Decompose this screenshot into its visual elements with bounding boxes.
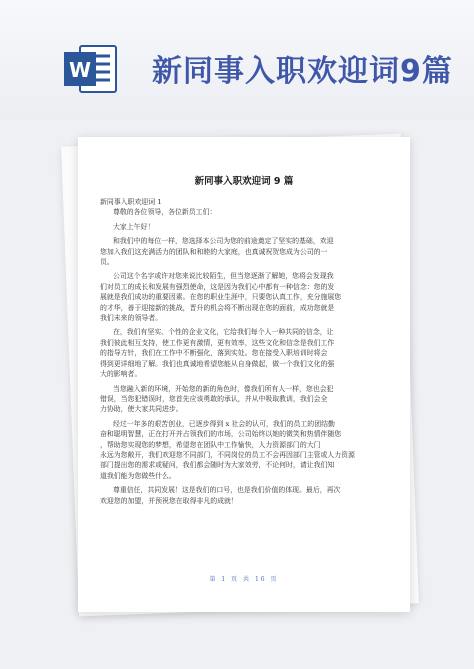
paragraph-line: 在，我们有坚实、个性的企业文化，它给我们每个人一种共同的信念，让 — [113, 328, 334, 337]
paragraph-line: 尊重信任，共同发展！这是我们的口号，也是我们价值的体现。最后，再次 — [113, 486, 341, 495]
paragraph-line: 您加入我们这充满活力的团队和和睦的大家庭，也真诚祝贺您成为公司的一 — [100, 247, 328, 256]
word-logo-letter: W — [68, 58, 92, 82]
document-title: 新同事入职欢迎词 9 篇 — [194, 176, 294, 187]
paragraph-line: 错误，当您犯错误时，您首先应该勇敢的承认，并从中吸取教训，我们会全 — [100, 394, 328, 403]
paragraph-line: 道我们能为您做些什么。 — [100, 471, 176, 480]
paragraph-line: 我们彼此相互支持，使工作更有激情，更有效率，这些文化和信念是我们工作 — [100, 338, 335, 347]
paragraph-line: 员。 — [100, 258, 114, 267]
paragraph-line: 当您融入新的环境，开始您的新的角色时，像我们所有人一样，您也会犯 — [113, 384, 334, 393]
paragraph-list — [100, 207, 386, 506]
paragraph-line: 大的影响者。 — [100, 370, 142, 379]
banner-title: 新同事入职欢迎词9篇 — [152, 54, 453, 89]
paragraph-line: 欢迎您的加盟，并预祝您在取得非凡的成就！ — [100, 496, 238, 505]
paragraph-line: 力协助，使大家共同进步。 — [100, 405, 183, 414]
paragraph-line: 得到更详细地了解。我们也真诚地希望您能从自身做起，做一个我们文化的强 — [100, 359, 335, 368]
paragraph-line: 经过一年多的艰苦创业，已逐步得到 x 社会的认可，我们的员工的团结勤 — [113, 419, 335, 428]
paragraph-line: 永远为您敞开，我们欢迎您不同部门，不同岗位的员工不会再因部门主管或人力资源 — [100, 450, 355, 459]
paragraph-line: 奋和聪明智慧，正在打开并占领我们的市场，公司始终以她的微笑和热情伴随您 — [100, 430, 342, 439]
paragraph-line: 的指导方针，我们在工作中不断强化，落到实处。您在接受入职培训时将会 — [100, 349, 328, 358]
document-body — [100, 197, 386, 510]
paragraph-line: 的才华，善于迎接新的挑战，晋升的机会将不断出现在您的面前，成功您就是 — [100, 303, 335, 312]
paragraph-line: 展就是我们成功的重要因素。在您的职业生涯中，只要您认真工作，充分施展您 — [100, 293, 342, 302]
paragraph-line: 们对员工的成长和发展有强烈使命，这是因为我们心中都有一种信念：您的发 — [100, 282, 335, 291]
document-page — [78, 137, 410, 612]
paragraph-line: 大家上午好！ — [113, 222, 155, 231]
paragraph-line: 公司这个名字或许对您来说比较陌生，但当您逐渐了解她，您将会发现我 — [113, 272, 334, 281]
paragraph-line: 我们未来的领导者。 — [100, 314, 163, 323]
page-indicator: 第 1 页 共 16 页 — [209, 576, 279, 583]
paragraph-line: 尊敬的各位领导，各位新员工们： — [113, 208, 217, 217]
paragraph-line: 和我们中的每位一样，您选择本公司为您的前途奠定了坚实的基础，欢迎 — [113, 237, 334, 246]
header-banner — [0, 0, 474, 120]
document-subtitle: 新同事入职欢迎词 1 — [100, 198, 162, 206]
paragraph-line: ，帮助您实现您的梦想，希望您在团队中工作愉快，人力资源部门的大门 — [100, 440, 321, 449]
word-app-icon — [62, 40, 118, 98]
paragraph-line: 部门提出您的需求或疑问，我们都会随时为大家效劳，不论何时，请让我们知 — [100, 461, 335, 470]
